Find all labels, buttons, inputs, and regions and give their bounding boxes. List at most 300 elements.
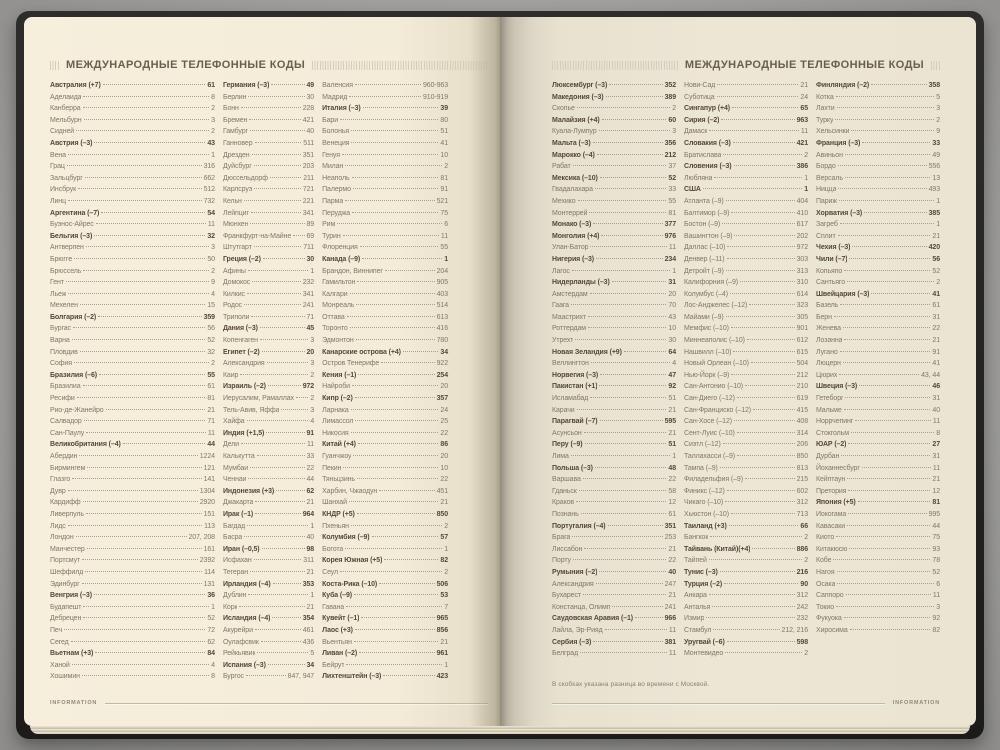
entry-code: 598 (796, 638, 808, 646)
entry-code: 351 (302, 151, 315, 159)
entry-code: 2 (936, 279, 940, 287)
entry-name: Ирландия (–4) (222, 580, 271, 588)
dot-leader (862, 142, 930, 143)
entry-code: 354 (302, 615, 315, 623)
entry-name: Домокос (222, 279, 251, 287)
entry-code: 216 (796, 568, 808, 576)
city-code-entry (684, 254, 808, 266)
entry-name: Роттердам (552, 325, 586, 333)
dot-leader (747, 339, 795, 340)
dot-leader (357, 513, 435, 514)
dot-leader (71, 641, 206, 642)
dot-leader (260, 339, 308, 340)
city-code-entry (816, 184, 940, 196)
city-code-entry (322, 405, 448, 417)
dot-leader (349, 501, 438, 502)
entry-code: 82 (932, 626, 940, 634)
dot-leader (730, 293, 795, 294)
city-code-entry (552, 196, 676, 208)
dot-leader (82, 675, 209, 676)
city-code-entry (816, 161, 940, 173)
entry-name: Хиросима (816, 626, 848, 634)
dot-leader (272, 617, 300, 618)
entry-name: Краков (552, 499, 575, 507)
city-code-entry (684, 416, 808, 428)
entry-code: 15 (207, 302, 215, 310)
dot-leader (733, 142, 795, 143)
entry-code: 48 (668, 464, 676, 472)
entry-code: 1 (804, 174, 808, 182)
country-code-entry (322, 439, 448, 451)
entry-code: 21 (932, 337, 940, 345)
country-code-entry (552, 92, 676, 104)
city-code-entry (552, 358, 676, 370)
city-code-entry (816, 196, 940, 208)
city-code-entry (816, 579, 940, 591)
dot-leader (357, 478, 438, 479)
entry-code: 81 (440, 174, 448, 182)
dot-leader (848, 490, 930, 491)
entry-code: 40 (306, 128, 315, 136)
entry-code: 614 (796, 290, 808, 298)
entry-name: Марокко (–4) (552, 151, 595, 159)
dot-leader (737, 397, 795, 398)
entry-code: 312 (796, 499, 808, 507)
entry-code: 54 (207, 209, 215, 217)
entry-code: 49 (932, 151, 940, 159)
city-code-entry (684, 555, 808, 567)
entry-code: 961 (436, 650, 448, 658)
dot-leader (345, 165, 442, 166)
entry-code: 21 (668, 592, 676, 600)
country-code-entry (816, 289, 940, 301)
entry-code: 34 (440, 348, 448, 356)
entry-code: 314 (796, 429, 808, 437)
city-code-entry (322, 486, 448, 498)
country-code-entry (816, 439, 940, 451)
dot-leader (838, 235, 931, 236)
entry-code: 662 (203, 174, 215, 182)
dot-leader (844, 270, 930, 271)
city-code-entry (223, 150, 314, 162)
entry-name: Хельсинки (816, 128, 850, 136)
codes-column (684, 80, 808, 660)
city-code-entry (816, 231, 940, 243)
entry-code: 44 (932, 522, 940, 530)
city-code-entry (552, 289, 676, 301)
entry-code: 141 (203, 476, 215, 484)
city-code-entry (322, 521, 448, 533)
entry-code: 4 (310, 418, 315, 426)
city-code-entry (50, 393, 215, 405)
dot-leader (255, 142, 302, 143)
entry-code: 4 (211, 290, 215, 298)
dot-leader (601, 235, 662, 236)
dot-leader (859, 385, 930, 386)
dot-leader (403, 351, 439, 352)
dot-leader (248, 96, 304, 97)
country-code-entry (223, 323, 314, 335)
city-code-entry (552, 300, 676, 312)
page-left (24, 17, 500, 726)
entry-code: 850 (436, 510, 448, 518)
country-code-entry (684, 579, 808, 591)
entry-code: 241 (664, 603, 676, 611)
city-code-entry (816, 173, 940, 185)
entry-code: 12 (668, 499, 676, 507)
dot-leader (871, 293, 930, 294)
city-code-entry (816, 451, 940, 463)
city-code-entry (322, 312, 448, 324)
entry-name: Корк (222, 603, 238, 611)
entry-name: Даллас (–10) (684, 244, 726, 252)
page-right (500, 17, 976, 726)
entry-code: 2 (211, 267, 215, 275)
entry-code: 602 (796, 487, 808, 495)
entry-name: Амстердам (552, 290, 588, 298)
country-code-entry (50, 80, 215, 92)
entry-name: Сан-Паулу (50, 429, 85, 437)
entry-code: 51 (668, 441, 676, 449)
city-code-entry (322, 544, 448, 556)
entry-code: 386 (796, 163, 808, 171)
entry-name: Тегеран (222, 568, 248, 576)
dot-leader (841, 455, 930, 456)
dot-leader (244, 304, 301, 305)
entry-code: 212 (796, 371, 808, 379)
dot-leader (250, 467, 304, 468)
dot-leader (340, 119, 438, 120)
city-code-entry (223, 370, 314, 382)
entry-code: 55 (440, 244, 448, 252)
entry-code: 93 (932, 545, 940, 553)
country-code-entry (552, 231, 676, 243)
dot-leader (263, 258, 305, 259)
dot-leader (584, 432, 667, 433)
dot-leader (727, 641, 795, 642)
city-code-entry (552, 208, 676, 220)
dot-leader (723, 154, 802, 155)
entry-code: 43 (207, 139, 215, 147)
entry-code: 89 (306, 221, 315, 229)
entry-code: 20 (668, 290, 676, 298)
city-code-entry (223, 300, 314, 312)
entry-name: Карлсруэ (222, 186, 253, 194)
dot-leader (250, 223, 304, 224)
entry-code: 210 (796, 383, 808, 391)
city-code-entry (816, 555, 940, 567)
city-code-entry (552, 242, 676, 254)
entry-name: Лидс (50, 522, 66, 530)
city-code-entry (816, 103, 940, 115)
dot-leader (751, 362, 795, 363)
entry-code: 436 (302, 638, 315, 646)
page-header (50, 59, 488, 71)
city-code-entry (322, 428, 448, 440)
dot-leader (724, 583, 798, 584)
entry-code: 121 (203, 464, 215, 472)
city-code-entry (816, 405, 940, 417)
city-code-entry (816, 115, 940, 127)
city-code-entry (552, 103, 676, 115)
city-code-entry (552, 474, 676, 486)
dot-leader (595, 188, 667, 189)
page-header (552, 59, 940, 71)
city-code-entry (223, 439, 314, 451)
entry-code: 2 (211, 128, 215, 136)
entry-name: Братислава (684, 151, 722, 159)
entry-name: Мюнхен (222, 221, 249, 229)
city-code-entry (223, 497, 314, 509)
entry-name: Чикаго (–10) (684, 499, 724, 507)
dot-leader (350, 293, 435, 294)
entry-name: Портсмут (50, 557, 81, 565)
entry-name: Гетеборг (816, 395, 844, 403)
entry-code: 2 (804, 151, 808, 159)
country-code-entry (684, 637, 808, 649)
dot-leader (577, 409, 667, 410)
dot-leader (858, 501, 931, 502)
dot-leader (843, 362, 931, 363)
dot-leader (737, 432, 795, 433)
city-code-entry (50, 567, 215, 579)
entry-name: Гамбург (222, 128, 249, 136)
dot-leader (600, 420, 663, 421)
city-code-entry (552, 532, 676, 544)
entry-code: 1 (310, 592, 315, 600)
dot-leader (379, 490, 434, 491)
country-code-entry (223, 486, 314, 498)
country-code-entry (816, 381, 940, 393)
dot-leader (740, 281, 795, 282)
entry-code: 22 (440, 476, 448, 484)
entry-name: Претория (816, 487, 847, 495)
dot-leader (83, 606, 209, 607)
city-code-entry (50, 613, 215, 625)
entry-name: Джакарта (222, 499, 254, 507)
entry-code: 613 (436, 313, 448, 321)
entry-name: Дрезден (222, 151, 250, 159)
city-code-entry (223, 115, 314, 127)
dot-leader (345, 548, 442, 549)
dot-leader (343, 235, 439, 236)
hatch-ornament (50, 61, 59, 70)
country-code-entry (223, 80, 314, 92)
dot-leader (94, 142, 205, 143)
entry-code: 234 (664, 255, 676, 263)
entry-name: Сидней (50, 128, 75, 136)
dot-leader (94, 235, 205, 236)
page-footer (552, 700, 940, 706)
entry-name: Оттава (322, 313, 345, 321)
city-code-entry (684, 625, 808, 637)
city-code-entry (684, 509, 808, 521)
entry-name: Таллахасси (–9) (684, 453, 736, 460)
entry-code: 3 (936, 603, 940, 611)
entry-code: 2 (936, 116, 940, 124)
entry-code: 1 (211, 151, 215, 159)
entry-name: Бразилиа (50, 383, 81, 391)
dot-leader (720, 571, 795, 572)
dot-leader (583, 478, 667, 479)
entry-code: 514 (436, 302, 448, 310)
city-code-entry (552, 335, 676, 347)
city-code-entry (684, 497, 808, 509)
dot-leader (590, 397, 666, 398)
entry-code: 206 (796, 441, 808, 449)
city-code-entry (223, 416, 314, 428)
country-code-entry (322, 532, 448, 544)
country-code-entry (50, 439, 215, 451)
dot-leader (838, 165, 927, 166)
entry-name: Кавасаки (816, 522, 846, 530)
entry-name: Монтевидео (684, 650, 724, 658)
city-code-entry (684, 602, 808, 614)
entry-code: 161 (203, 545, 215, 553)
city-code-entry (552, 602, 676, 614)
entry-code: 972 (302, 383, 315, 391)
dot-leader (361, 617, 434, 618)
dot-leader (357, 281, 434, 282)
dot-leader (847, 525, 930, 526)
entry-code: 31 (932, 453, 940, 460)
city-code-entry (50, 173, 215, 185)
dot-leader (753, 409, 795, 410)
city-code-entry (816, 463, 940, 475)
city-code-entry (50, 521, 215, 533)
entry-name: Мехико (552, 197, 576, 205)
city-code-entry (223, 161, 314, 173)
entry-code: 232 (796, 615, 808, 623)
entry-code: 21 (800, 82, 808, 89)
entry-code: 972 (796, 244, 808, 252)
entry-name: Тайпей (684, 557, 707, 565)
dot-leader (79, 455, 197, 456)
dot-leader (86, 513, 202, 514)
dot-leader (844, 339, 930, 340)
entry-name: Кипр (–2) (322, 395, 353, 403)
entry-code: 254 (436, 371, 448, 379)
entry-name: Нидерланды (–3) (552, 279, 610, 287)
dot-leader (349, 96, 421, 97)
entry-code: 241 (302, 302, 315, 310)
city-code-entry (322, 335, 448, 347)
dot-leader (351, 142, 438, 143)
entry-code: 92 (932, 615, 940, 623)
country-code-entry (816, 254, 940, 266)
entry-name: Греция (–2) (222, 255, 261, 263)
city-code-entry (684, 289, 808, 301)
dot-leader (87, 467, 201, 468)
dot-leader (840, 351, 931, 352)
entry-code: 44 (306, 476, 315, 484)
entry-name: Килкис (222, 290, 245, 298)
dot-leader (726, 200, 795, 201)
entry-code: 56 (932, 255, 940, 263)
dot-leader (840, 223, 934, 224)
city-code-entry (50, 103, 215, 115)
entry-name: Люцерн (816, 360, 841, 368)
entry-name: Ханой (50, 661, 70, 669)
dot-leader (358, 374, 434, 375)
entry-code: 721 (302, 186, 315, 194)
entry-code: 9 (211, 279, 215, 287)
city-code-entry (816, 521, 940, 533)
city-code-entry (322, 126, 448, 138)
entry-name: Аргентина (–7) (50, 209, 100, 217)
dot-leader (709, 594, 795, 595)
entry-name: Сан-Франциско (–12) (684, 406, 752, 414)
entry-name: Новый Орлеан (–10) (684, 360, 749, 368)
entry-code: 2 (672, 105, 676, 113)
entry-name: Асунсьон (552, 429, 582, 437)
dot-leader (342, 154, 439, 155)
dot-leader (254, 246, 301, 247)
entry-code: 8 (211, 673, 215, 681)
entry-name: Пловдив (50, 348, 78, 356)
entry-name: Исландия (–4) (222, 615, 271, 623)
entry-name: Веллингтон (552, 360, 589, 368)
city-code-entry (684, 80, 808, 92)
dot-leader (355, 420, 438, 421)
dot-leader (593, 641, 662, 642)
entry-code: 11 (800, 128, 808, 136)
entry-name: Вена (50, 151, 66, 159)
entry-name: Дюссельдорф (222, 174, 268, 182)
city-code-entry (223, 103, 314, 115)
entry-name: Порту (552, 557, 571, 565)
dot-leader (255, 513, 301, 514)
dot-leader (843, 327, 930, 328)
dot-leader (855, 420, 931, 421)
entry-name: Печ (50, 626, 63, 634)
city-code-entry (322, 150, 448, 162)
dot-leader (106, 409, 206, 410)
entry-name: Бургас (50, 325, 71, 333)
city-code-entry (684, 347, 808, 359)
entry-name: Сегед (50, 638, 69, 646)
city-code-entry (684, 266, 808, 278)
entry-name: Китай (+4) (322, 441, 356, 449)
city-code-entry (816, 358, 940, 370)
city-code-entry (816, 370, 940, 382)
country-code-entry (552, 115, 676, 127)
dot-leader (840, 304, 930, 305)
dot-leader (849, 258, 930, 259)
city-code-entry (50, 463, 215, 475)
dot-leader (351, 432, 439, 433)
entry-name: Нови-Сад (684, 82, 716, 89)
city-code-entry (322, 602, 448, 614)
entry-code: 11 (932, 418, 940, 426)
city-code-entry (552, 405, 676, 417)
entry-code: 247 (664, 580, 676, 588)
entry-name: Александрия (222, 360, 265, 368)
city-code-entry (816, 532, 940, 544)
entry-code: 31 (932, 395, 940, 403)
dot-leader (710, 536, 802, 537)
entry-name: Великобритания (–4) (50, 441, 121, 449)
entry-code: 32 (207, 348, 215, 356)
dot-leader (583, 594, 666, 595)
entry-code: 30 (306, 93, 315, 101)
entry-code: 312 (796, 592, 808, 600)
dot-leader (573, 165, 667, 166)
dot-leader (734, 235, 794, 236)
dot-leader (612, 281, 667, 282)
city-code-entry (223, 242, 314, 254)
city-code-entry (816, 416, 940, 428)
